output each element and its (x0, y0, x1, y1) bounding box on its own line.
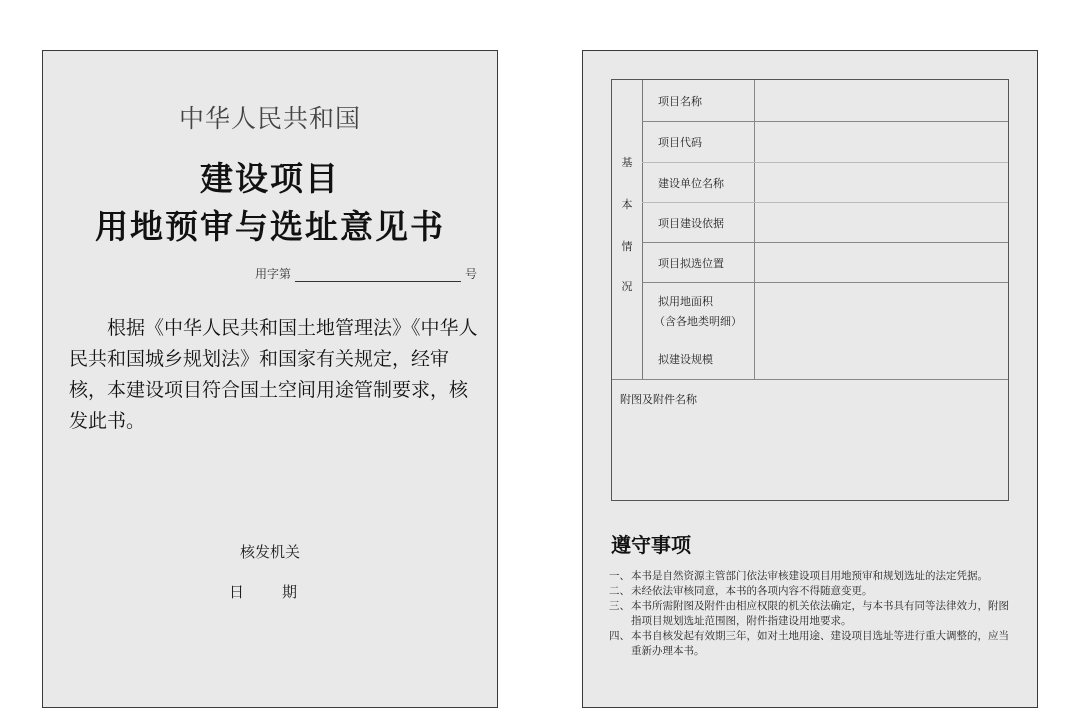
column-divider (754, 80, 755, 379)
notice-list (609, 569, 1019, 659)
row-basis: 项目建设依据 (658, 217, 724, 230)
notice-item (609, 569, 1019, 584)
notice-text: 未经依法审核同意，本书的各项内容不得随意变更。 (631, 585, 873, 597)
title-line-1: 建设项目 (200, 159, 340, 198)
row-project-name: 项目名称 (658, 95, 702, 108)
notice-text: 本书所需附图及附件由相应权限的机关依法确定，与本书具有同等法律效力，附图指项目规划选址范围图，附件指建设用地要求。 (631, 600, 1009, 627)
back-page (582, 50, 1038, 708)
side-char: 基 (621, 156, 633, 169)
notice-number: 二、 (609, 585, 630, 597)
basic-info-form (611, 79, 1009, 501)
row-scale: 拟建设规模 (658, 353, 713, 366)
notice-item (609, 629, 1019, 659)
row-land-area-detail: （含各地类明细） (654, 315, 742, 328)
notice-text: 本书是自然资源主管部门依法审核建设项目用地预审和规划选址的法定凭据。 (631, 570, 988, 582)
notice-number: 四、 (609, 630, 630, 642)
doc-number-blank (295, 269, 461, 282)
row-divider (642, 162, 1008, 163)
body-paragraph: 根据《中华人民共和国土地管理法》《中华人民共和国城乡规划法》和国家有关规定，经审核，本建设项目符合国土空间用途管制要求，核发此书。 (69, 317, 478, 432)
row-builder-name: 建设单位名称 (658, 177, 724, 190)
title-line-2: 用地预审与选址意见书 (95, 207, 445, 246)
row-divider (642, 121, 1008, 122)
side-char: 况 (621, 280, 633, 293)
front-page (42, 50, 498, 708)
date-char-1: 日 (229, 583, 245, 601)
row-divider (642, 282, 1008, 283)
row-divider (642, 242, 1008, 243)
doc-suffix: 号 (464, 267, 477, 281)
date-char-2: 期 (282, 583, 298, 601)
date-label (229, 581, 297, 602)
notice-number: 一、 (609, 570, 630, 582)
notice-item (609, 584, 1019, 599)
notice-item (609, 599, 1019, 629)
basic-info-sidebar (612, 80, 643, 379)
issuer-label: 核发机关 (239, 543, 300, 561)
side-char: 情 (621, 240, 633, 253)
row-land-area: 拟用地面积 (658, 295, 713, 308)
notice-title: 遵守事项 (611, 533, 691, 557)
section-divider (612, 379, 1008, 380)
row-project-code: 项目代码 (658, 136, 702, 149)
side-char: 本 (621, 198, 633, 211)
row-divider (642, 202, 1008, 203)
notice-text: 本书自核发起有效期三年，如对土地用途、建设项目选址等进行重大调整的，应当重新办理本书。 (631, 630, 1009, 657)
doc-prefix: 用字第 (255, 267, 292, 281)
document-number (255, 265, 477, 282)
notice-number: 三、 (609, 600, 630, 612)
row-location: 项目拟选位置 (658, 257, 724, 270)
attachments-label: 附图及附件名称 (620, 393, 697, 406)
country-heading: 中华人民共和国 (178, 104, 361, 133)
